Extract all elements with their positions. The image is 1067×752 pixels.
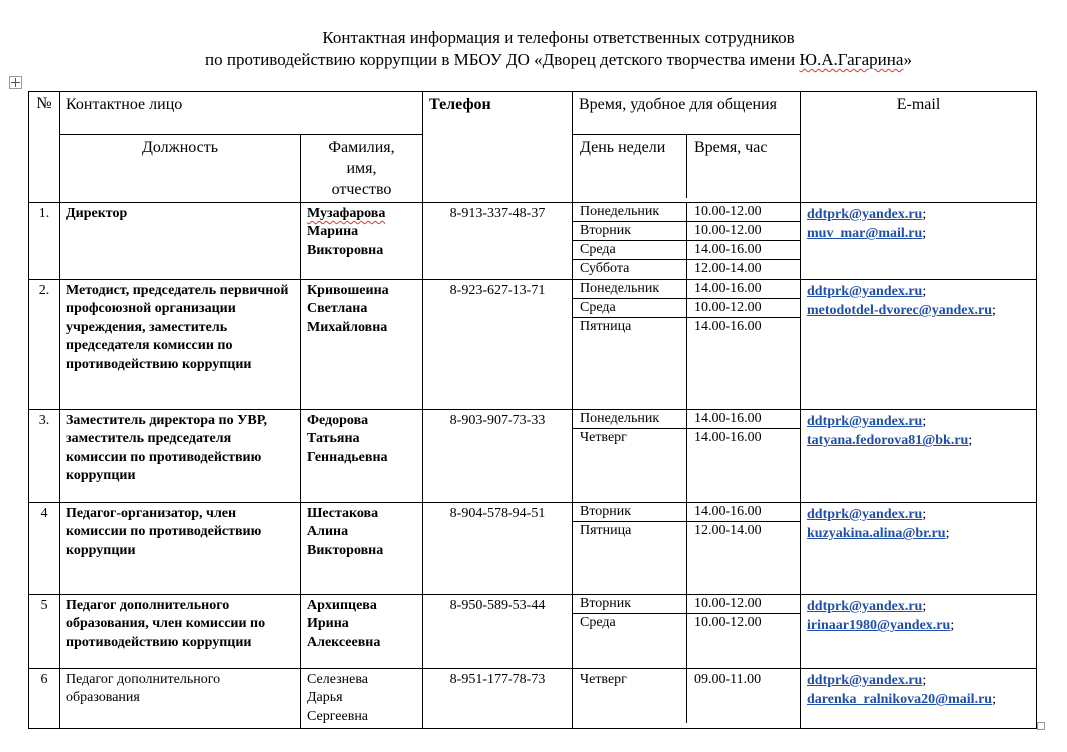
row-phone: 8-923-627-13-71	[423, 280, 573, 410]
schedule-entry	[573, 241, 800, 260]
email-link[interactable]: ddtprk@yandex.ru	[807, 673, 923, 688]
name-line: Архипцева	[307, 598, 377, 613]
schedule-entry	[573, 410, 800, 429]
header-fio: Фамилия, имя, отчество	[301, 135, 423, 203]
row-num: 3.	[29, 410, 60, 503]
row-position: Педагог-организатор, член комиссии по противодействию коррупции	[60, 503, 301, 595]
header-hours: Время, час	[694, 139, 768, 156]
header-num: №	[29, 92, 60, 203]
name-line: Селезнева	[307, 672, 368, 687]
row-schedule	[573, 410, 801, 503]
name-line: Светлана	[307, 301, 368, 317]
name-line: Михайловна	[307, 319, 388, 335]
schedule-time: 10.00-12.00	[694, 615, 762, 630]
schedule-time: 14.00-16.00	[687, 280, 800, 299]
schedule-day: Понедельник	[573, 280, 687, 299]
name-line: Алина	[307, 524, 349, 540]
row-schedule	[573, 595, 801, 669]
row-emails: ddtprk@yandex.ru; kuzyakina.alina@br.ru;	[801, 503, 1037, 595]
document-title-line1: Контактная информация и телефоны ответственных сотрудников	[322, 28, 795, 47]
schedule-day: Суббота	[573, 260, 687, 279]
schedule-day: Среда	[573, 614, 687, 668]
schedule-time: 14.00-16.00	[687, 410, 800, 429]
table-row	[29, 503, 1037, 595]
schedule-time: 12.00-14.00	[694, 523, 762, 538]
row-name	[301, 280, 423, 410]
schedule-time: 14.00-16.00	[694, 430, 762, 445]
name-line: Викторовна	[307, 242, 384, 258]
schedule-day: Вторник	[573, 595, 687, 614]
title-line2-prefix: по противодействию коррупции в МБОУ ДО «Дворец детского творчества имени	[205, 50, 800, 69]
table-row	[29, 595, 1037, 669]
header-email: E-mail	[801, 92, 1037, 203]
schedule-day: Вторник	[573, 503, 687, 522]
schedule-entry	[573, 260, 800, 279]
name-line: Музафарова	[307, 206, 386, 221]
row-position: Заместитель директора по УВР, заместитель председателя комиссии по противодействию коррупции	[60, 410, 301, 503]
row-name	[301, 595, 423, 669]
schedule-time: 10.00-12.00	[687, 299, 800, 318]
table-row	[29, 203, 1037, 280]
row-position: Директор	[60, 203, 301, 280]
contacts-table	[28, 91, 1037, 729]
row-emails: ddtprk@yandex.ru; tatyana.fedorova81@bk.ru;	[801, 410, 1037, 503]
schedule-entry	[573, 222, 800, 241]
document-title-line2	[25, 49, 1067, 71]
name-line: Федорова	[307, 413, 369, 428]
table-row	[29, 410, 1037, 503]
schedule-day: Пятница	[573, 522, 687, 594]
schedule-time: 14.00-16.00	[687, 241, 800, 260]
schedule-entry	[573, 669, 800, 723]
header-time: Время, удобное для общения	[573, 92, 801, 135]
title-line2-suffix: »	[903, 50, 912, 69]
email-link[interactable]: ddtprk@yandex.ru	[807, 599, 923, 614]
email-link[interactable]: ddtprk@yandex.ru	[807, 207, 923, 222]
row-position: Методист, председатель первичной профсоюзной организации учреждения, заместитель председателя комиссии по противодействию коррупции	[60, 280, 301, 410]
email-link[interactable]: ddtprk@yandex.ru	[807, 507, 923, 522]
schedule-time: 14.00-16.00	[687, 503, 800, 522]
row-name	[301, 203, 423, 280]
name-line: Кривошеина	[307, 283, 389, 298]
name-line: Шестакова	[307, 506, 379, 521]
header-contact: Контактное лицо	[60, 92, 423, 135]
schedule-entry	[573, 299, 800, 318]
schedule-time: 10.00-12.00	[687, 203, 800, 222]
name-line: Алексеевна	[307, 634, 381, 650]
name-line: Дарья	[307, 690, 343, 706]
schedule-day: Среда	[573, 299, 687, 318]
name-line: Сергеевна	[307, 708, 369, 724]
row-num: 1.	[29, 203, 60, 280]
row-schedule	[573, 503, 801, 595]
row-phone: 8-904-578-94-51	[423, 503, 573, 595]
title-line2-name: Ю.А.Гагарина	[799, 50, 904, 69]
schedule-day: Понедельник	[573, 410, 687, 429]
table-move-handle-icon[interactable]	[9, 76, 22, 89]
email-link[interactable]: darenka_ralnikova20@mail.ru	[807, 692, 993, 708]
table-row	[29, 669, 1037, 729]
table-row	[29, 280, 1037, 410]
schedule-day: Среда	[573, 241, 687, 260]
table-resize-handle-icon[interactable]	[1037, 722, 1045, 730]
schedule-day: Понедельник	[573, 203, 687, 222]
row-num: 5	[29, 595, 60, 669]
row-emails: ddtprk@yandex.ru; darenka_ralnikova20@mail.ru;	[801, 669, 1037, 729]
schedule-time: 10.00-12.00	[687, 222, 800, 241]
schedule-entry	[573, 429, 800, 502]
email-link[interactable]: ddtprk@yandex.ru	[807, 284, 923, 299]
row-position: Педагог дополнительного образования	[60, 669, 301, 729]
header-day-hours	[573, 135, 801, 203]
row-num: 6	[29, 669, 60, 729]
schedule-day: Вторник	[573, 222, 687, 241]
schedule-day: Четверг	[573, 669, 687, 723]
header-phone: Телефон	[423, 92, 573, 203]
email-link[interactable]: ddtprk@yandex.ru	[807, 414, 923, 429]
email-link[interactable]: irinaar1980@yandex.ru	[807, 618, 951, 634]
name-line: Викторовна	[307, 542, 384, 558]
email-link[interactable]: metodotdel-dvorec@yandex.ru	[807, 303, 993, 319]
schedule-day: Пятница	[573, 318, 687, 409]
row-emails: ddtprk@yandex.ru; metodotdel-dvorec@yandex.ru;	[801, 280, 1037, 410]
schedule-entry	[573, 614, 800, 668]
email-link[interactable]: kuzyakina.alina@br.ru	[807, 526, 946, 542]
row-phone: 8-913-337-48-37	[423, 203, 573, 280]
row-num: 4	[29, 503, 60, 595]
row-num: 2.	[29, 280, 60, 410]
email-link[interactable]: tatyana.fedorova81@bk.ru	[807, 433, 969, 449]
row-position: Педагог дополнительного образования, член комиссии по противодействию коррупции	[60, 595, 301, 669]
row-schedule	[573, 203, 801, 280]
row-schedule	[573, 280, 801, 410]
header-position: Должность	[60, 135, 301, 203]
schedule-entry	[573, 595, 800, 614]
schedule-entry	[573, 318, 800, 409]
schedule-entry	[573, 503, 800, 522]
row-phone: 8-950-589-53-44	[423, 595, 573, 669]
row-phone: 8-951-177-78-73	[423, 669, 573, 729]
row-name	[301, 669, 423, 729]
schedule-day: Четверг	[573, 429, 687, 502]
row-emails: ddtprk@yandex.ru; irinaar1980@yandex.ru;	[801, 595, 1037, 669]
row-name	[301, 410, 423, 503]
name-line: Геннадьевна	[307, 449, 388, 465]
row-phone: 8-903-907-73-33	[423, 410, 573, 503]
schedule-entry	[573, 203, 800, 222]
row-emails: ddtprk@yandex.ru; muv_mar@mail.ru;	[801, 203, 1037, 280]
schedule-entry	[573, 280, 800, 299]
row-name	[301, 503, 423, 595]
schedule-entry	[573, 522, 800, 594]
name-line: Марина	[307, 224, 359, 240]
schedule-time: 10.00-12.00	[687, 595, 800, 614]
schedule-time: 14.00-16.00	[694, 319, 762, 334]
header-day: День недели	[573, 135, 687, 198]
schedule-time: 09.00-11.00	[694, 672, 762, 687]
email-link[interactable]: muv_mar@mail.ru	[807, 226, 923, 242]
name-line: Татьяна	[307, 431, 360, 447]
row-schedule	[573, 669, 801, 729]
name-line: Ирина	[307, 616, 349, 632]
schedule-time: 12.00-14.00	[694, 261, 762, 276]
